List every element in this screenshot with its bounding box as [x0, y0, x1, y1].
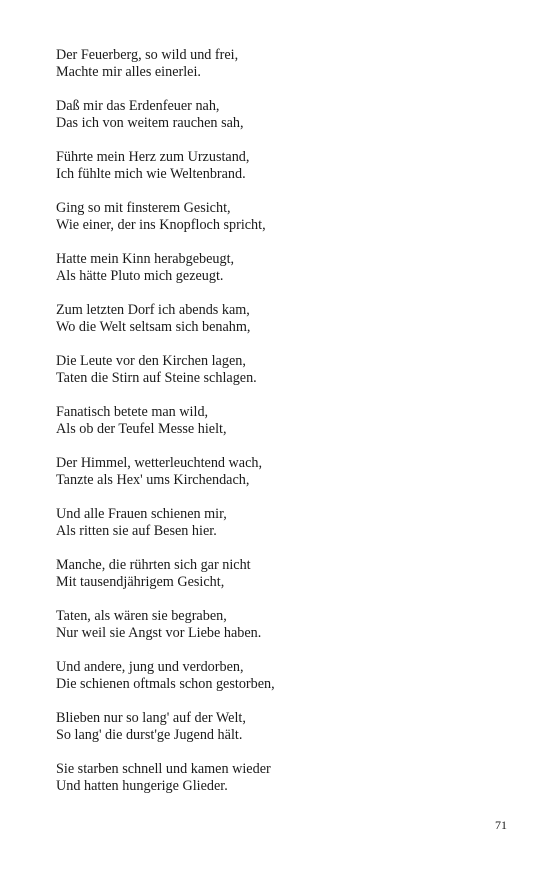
stanza-8 [56, 404, 496, 438]
poem-line: Mit tausendjährigem Gesicht, [56, 574, 225, 590]
poem-line: Blieben nur so lang' auf der Welt, [56, 710, 246, 726]
poem-line: Der Feuerberg, so wild und frei, [56, 47, 239, 63]
poem-line: Ging so mit finsterem Gesicht, [56, 200, 231, 216]
poem-line: Die schienen oftmals schon gestorben, [56, 676, 275, 692]
stanza-14 [56, 710, 496, 744]
poem-line: Sie starben schnell und kamen wieder [56, 761, 271, 777]
stanza-11 [56, 557, 496, 591]
poem-line: Führte mein Herz zum Urzustand, [56, 149, 250, 165]
stanza-15 [56, 761, 496, 795]
poem-line: Als ritten sie auf Besen hier. [56, 523, 217, 539]
stanza-13 [56, 659, 496, 693]
stanza-12 [56, 608, 496, 642]
poem-line: Taten, als wären sie begraben, [56, 608, 227, 624]
stanza-4 [56, 200, 496, 234]
poem-body [56, 47, 496, 812]
page-number: 71 [495, 818, 507, 832]
poem-line: Und hatten hungerige Glieder. [56, 778, 228, 794]
poem-line: Hatte mein Kinn herabgebeugt, [56, 251, 235, 267]
poem-line: Als hätte Pluto mich gezeugt. [56, 268, 224, 284]
poem-line: Machte mir alles einerlei. [56, 64, 201, 80]
poem-line: Ich fühlte mich wie Weltenbrand. [56, 166, 246, 182]
stanza-3 [56, 149, 496, 183]
poem-line: Das ich von weitem rauchen sah, [56, 115, 244, 131]
poem-line: Wo die Welt seltsam sich benahm, [56, 319, 251, 335]
stanza-5 [56, 251, 496, 285]
stanza-10 [56, 506, 496, 540]
stanza-2 [56, 98, 496, 132]
poem-line: So lang' die durst'ge Jugend hält. [56, 727, 243, 743]
poem-line: Zum letzten Dorf ich abends kam, [56, 302, 250, 318]
poem-line: Nur weil sie Angst vor Liebe haben. [56, 625, 262, 641]
poem-line: Als ob der Teufel Messe hielt, [56, 421, 227, 437]
poem-line: Tanzte als Hex' ums Kirchendach, [56, 472, 250, 488]
stanza-6 [56, 302, 496, 336]
poem-line: Taten die Stirn auf Steine schlagen. [56, 370, 257, 386]
poem-line: Und andere, jung und verdorben, [56, 659, 244, 675]
poem-line: Manche, die rührten sich gar nicht [56, 557, 251, 573]
poem-line: Wie einer, der ins Knopfloch spricht, [56, 217, 266, 233]
stanza-7 [56, 353, 496, 387]
stanza-1 [56, 47, 496, 81]
poem-line: Und alle Frauen schienen mir, [56, 506, 227, 522]
poem-line: Die Leute vor den Kirchen lagen, [56, 353, 246, 369]
poem-line: Fanatisch betete man wild, [56, 404, 209, 420]
poem-line: Daß mir das Erdenfeuer nah, [56, 98, 220, 114]
poem-line: Der Himmel, wetterleuchtend wach, [56, 455, 263, 471]
stanza-9 [56, 455, 496, 489]
